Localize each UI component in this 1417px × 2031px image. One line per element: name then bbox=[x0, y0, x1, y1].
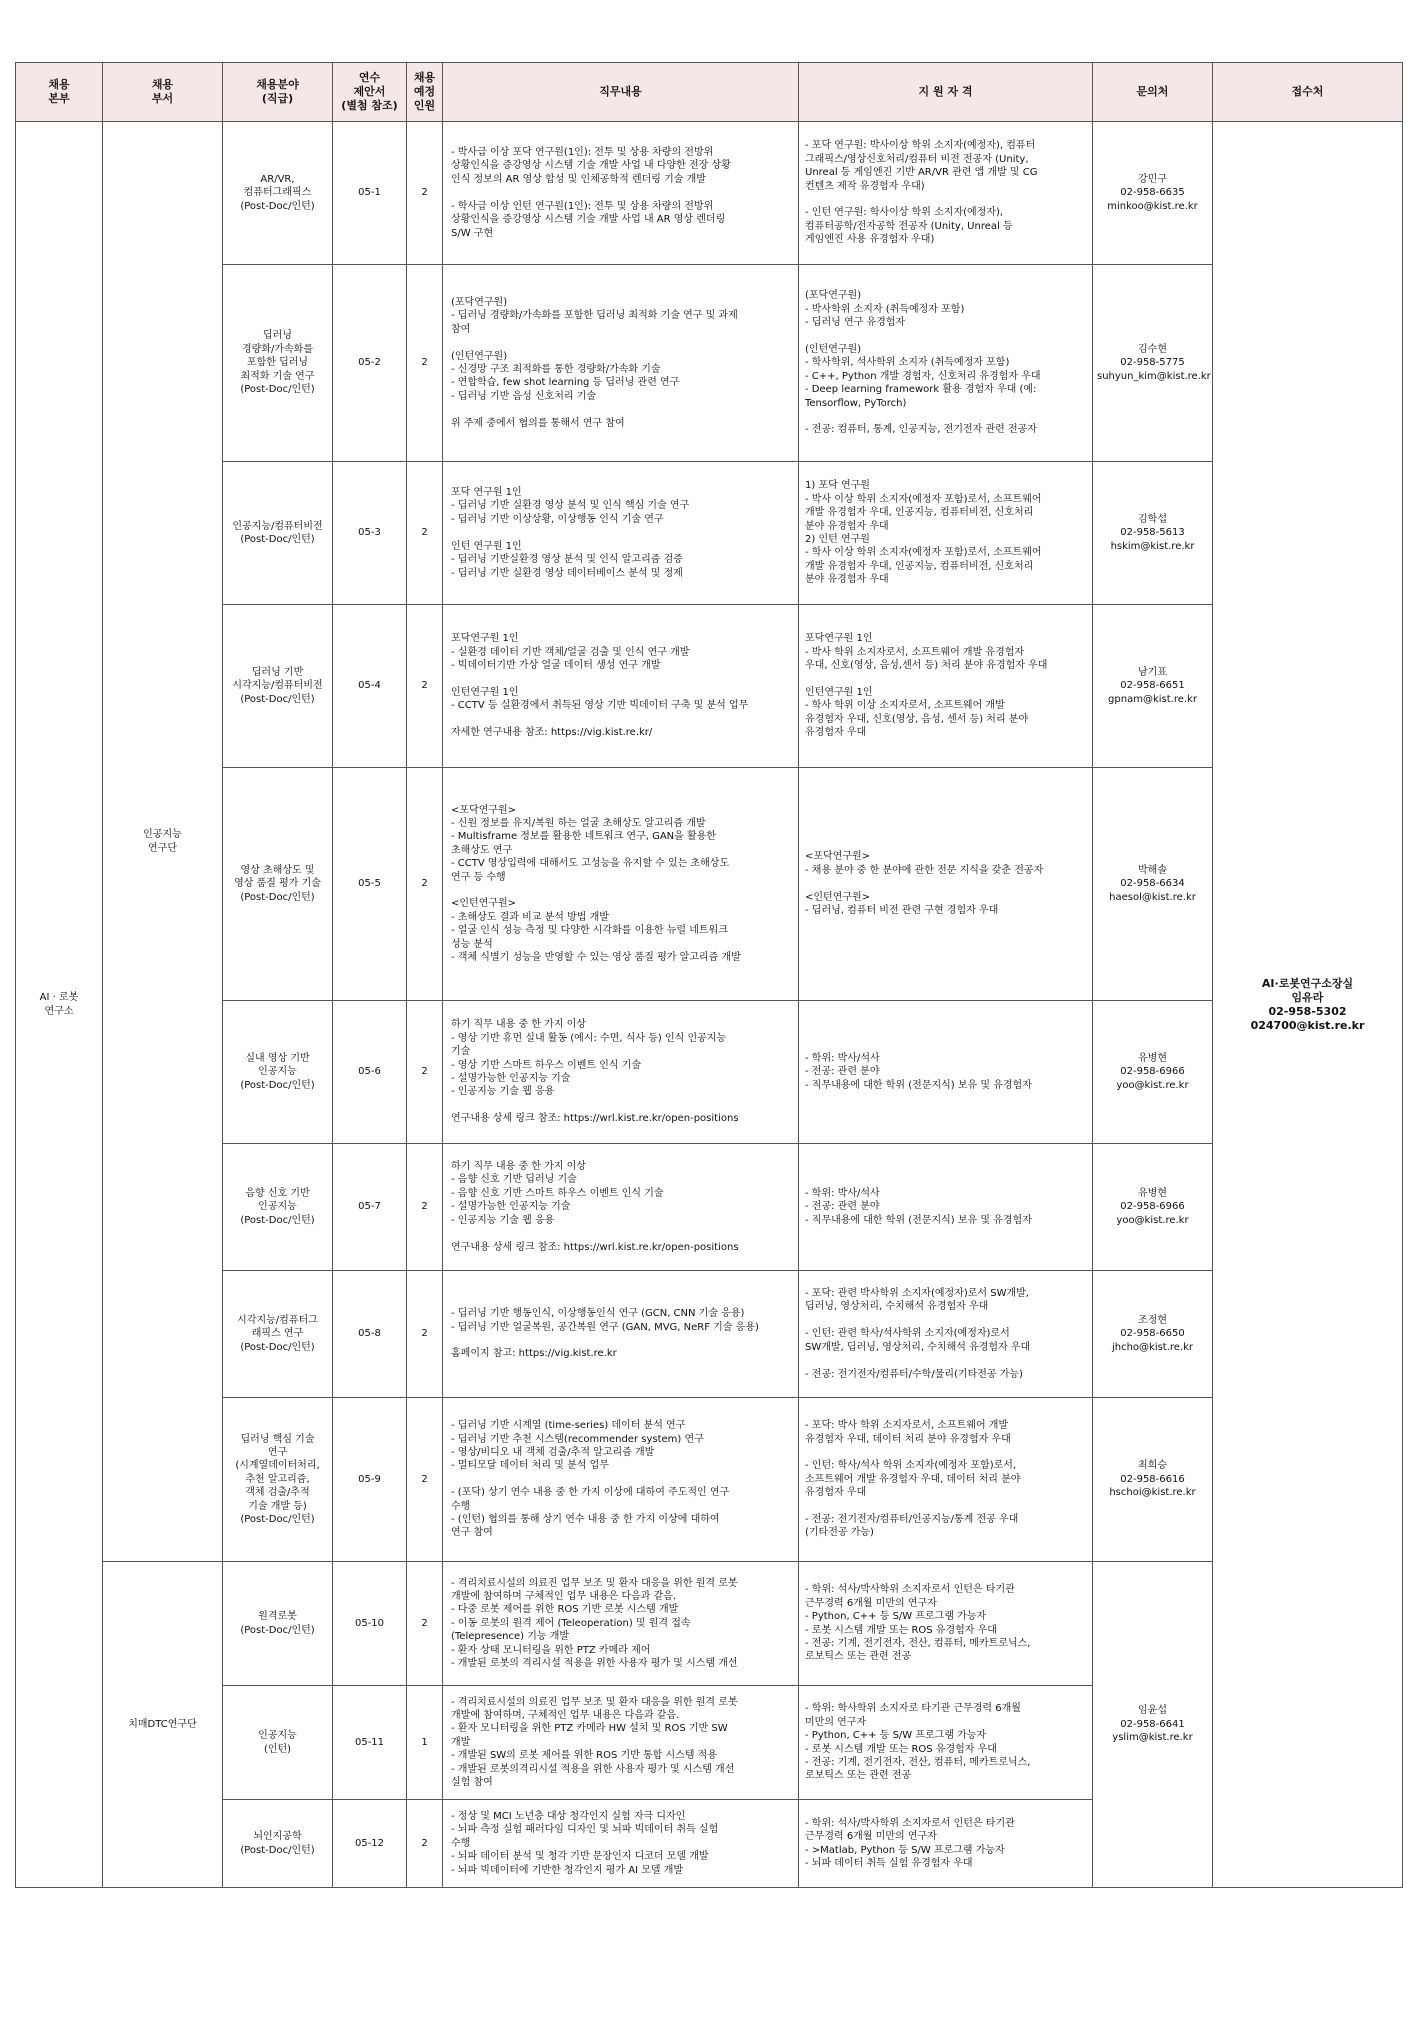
table-row bbox=[16, 1001, 1403, 1144]
hire-count: 2 bbox=[407, 122, 443, 265]
header-row bbox=[16, 63, 1403, 122]
field-cell: 원격로봇 (Post-Doc/인턴) bbox=[223, 1562, 333, 1686]
table-row bbox=[16, 1271, 1403, 1398]
duties-cell: - 격리치료시설의 의료진 업무 보조 및 환자 대응을 위한 원격 로봇 개발에 참여하며, 구체적인 업무 내용은 다음과 같음. - 환자 모니터링을 위한 PTZ 카메라 HW 설치 및 ROS 기반 SW 개발 - 개발된 SW의 로봇 제어를 위한 ROS 기반 통합 시스템 적용 - 개발된 로봇의격리시설 적용을 위한 사용자 평가 및 시스템 개선 실험 참여 bbox=[443, 1686, 799, 1800]
field-cell: 영상 초해상도 및 영상 품질 평가 기술 (Post-Doc/인턴) bbox=[223, 768, 333, 1001]
hire-count: 2 bbox=[407, 1800, 443, 1888]
contact-cell: 조정현 02-958-6650 jhcho@kist.re.kr bbox=[1093, 1271, 1213, 1398]
contact-cell: 유병현 02-958-6966 yoo@kist.re.kr bbox=[1093, 1001, 1213, 1144]
qualifications-cell: - 포닥 연구원: 박사이상 학위 소지자(예정자), 컴퓨터 그래픽스/영상신호처리/컴퓨터 비전 전공자 (Unity, Unreal 등 게임엔진 기반 AR/VR 관련 앱 개발 및 CG 컨텐츠 제작 유경험자 우대) - 인턴 연구원: 학사이상 학위 소지자(예정자), 컴퓨터공학/전자공학 전공자 (Unity, Unreal 등 게임엔진 사용 유경험자 우대) bbox=[799, 122, 1093, 265]
field-cell: 인공지능/컴퓨터비전 (Post-Doc/인턴) bbox=[223, 462, 333, 605]
hire-count: 2 bbox=[407, 605, 443, 768]
duties-cell: <포닥연구원> - 신원 정보를 유지/복원 하는 얼굴 초해상도 알고리즘 개발 - Multisframe 정보를 활용한 네트워크 연구, GAN을 활용한 초해상도 연구 - CCTV 영상입력에 대해서도 고성능을 유지할 수 있는 초해상도 연구 등 수행 <인턴연구원> - 초해상도 결과 비교 분석 방법 개발 - 얼굴 인식 성능 측정 및 다양한 시각화를 이용한 뉴럴 네트워크 성능 분석 - 객체 식별기 성능을 반영할 수 있는 영상 품질 평가 알고리즘 개발 bbox=[443, 768, 799, 1001]
proposal-code: 05-8 bbox=[333, 1271, 407, 1398]
field-cell: 뇌인지공학 (Post-Doc/인턴) bbox=[223, 1800, 333, 1888]
hire-count: 1 bbox=[407, 1686, 443, 1800]
field-cell: 음향 신호 기반 인공지능 (Post-Doc/인턴) bbox=[223, 1144, 333, 1271]
table-row bbox=[16, 1398, 1403, 1562]
dept-cell-ai: 인공지능 연구단 bbox=[103, 122, 223, 1562]
hire-count: 2 bbox=[407, 1562, 443, 1686]
header-hq: 채용 본부 bbox=[16, 63, 103, 122]
duties-cell: 포닥연구원 1인 - 실환경 데이터 기반 객체/얼굴 검출 및 인식 연구 개발 - 빅데이터기반 가상 얼굴 데이터 생성 연구 개발 인턴연구원 1인 - CCTV 등 실환경에서 취득된 영상 기반 빅데이터 구축 및 분석 업무 자세한 연구내용 참조: https://vig.kist.re.kr/ bbox=[443, 605, 799, 768]
hire-count: 2 bbox=[407, 1001, 443, 1144]
field-cell: 딥러닝 경량화/가속화를 포함한 딥러닝 최적화 기술 연구 (Post-Doc/인턴) bbox=[223, 265, 333, 462]
table-row bbox=[16, 1144, 1403, 1271]
qualifications-cell: - 학위: 석사/박사학위 소지자로서 인턴은 타기관 근무경력 6개월 미만의 연구자 - Python, C++ 등 S/W 프로그램 가능자 - 로봇 시스템 개발 또는 ROS 유경험자 우대 - 전공: 기계, 전기전자, 전산, 컴퓨터, 메카트로닉스, 로보틱스 또는 관련 전공 bbox=[799, 1562, 1093, 1686]
receiver-cell: AI·로봇연구소장실 임유라 02-958-5302 024700@kist.re.kr bbox=[1213, 122, 1403, 1888]
duties-cell: - 박사급 이상 포닥 연구원(1인): 전투 및 상용 차량의 전방위 상황인식을 증강영상 시스템 기술 개발 사업 내 다양한 전장 상황 인식 정보의 AR 영상 합성 및 인체공학적 렌더링 기술 개발 - 학사급 이상 인턴 연구원(1인): 전투 및 상용 차량의 전방위 상황인식을 증강영상 시스템 기술 개발 사업 내 AR 영상 렌더링 S/W 구현 bbox=[443, 122, 799, 265]
header-proposal: 연수 제안서 (별첨 참조) bbox=[333, 63, 407, 122]
qualifications-cell: - 학위: 박사/석사 - 전공: 관련 분야 - 직무내용에 대한 학위 (전문지식) 보유 및 유경험자 bbox=[799, 1001, 1093, 1144]
header-qualifications: 지 원 자 격 bbox=[799, 63, 1093, 122]
header-dept: 채용 부서 bbox=[103, 63, 223, 122]
hire-count: 2 bbox=[407, 1144, 443, 1271]
hire-count: 2 bbox=[407, 462, 443, 605]
duties-cell: - 딥러닝 기반 시계열 (time-series) 데이터 분석 연구 - 딥러닝 기반 추천 시스템(recommender system) 연구 - 영상/비디오 내 객체 검출/추적 알고리즘 개발 - 멀티모달 데이터 처리 및 분석 업무 - (포닥) 상기 연수 내용 중 한 가지 이상에 대하여 주도적인 연구 수행 - (인턴) 협의를 통해 상기 연수 내용 중 한 가지 이상에 대하여 연구 참여 bbox=[443, 1398, 799, 1562]
header-duties: 직무내용 bbox=[443, 63, 799, 122]
duties-cell: 포닥 연구원 1인 - 딥러닝 기반 실환경 영상 분석 및 인식 핵심 기술 연구 - 딥러닝 기반 이상상황, 이상행동 인식 기술 연구 인턴 연구원 1인 - 딥러닝 기반실환경 영상 분석 및 인식 알고리즘 검증 - 딥러닝 기반 실환경 영상 데이터베이스 분석 및 정제 bbox=[443, 462, 799, 605]
table-row bbox=[16, 462, 1403, 605]
contact-cell: 김학섭 02-958-5613 hskim@kist.re.kr bbox=[1093, 462, 1213, 605]
contact-cell: 박해솔 02-958-6634 haesol@kist.re.kr bbox=[1093, 768, 1213, 1001]
header-contact: 문의처 bbox=[1093, 63, 1213, 122]
proposal-code: 05-12 bbox=[333, 1800, 407, 1888]
hire-count: 2 bbox=[407, 1398, 443, 1562]
proposal-code: 05-10 bbox=[333, 1562, 407, 1686]
table-row bbox=[16, 768, 1403, 1001]
qualifications-cell: <포닥연구원> - 채용 분야 중 한 분야에 관한 전문 지식을 갖춘 전공자 <인턴연구원> - 딥러닝, 컴퓨터 비전 관련 구현 경험자 우대 bbox=[799, 768, 1093, 1001]
proposal-code: 05-1 bbox=[333, 122, 407, 265]
proposal-code: 05-9 bbox=[333, 1398, 407, 1562]
qualifications-cell: - 포닥: 관련 박사학위 소지자(예정자)로서 SW개발, 딥러닝, 영상처리, 수치해석 유경험자 우대 - 인턴: 관련 학사/석사학위 소지자(예정자)로서 SW개발, 딥러닝, 영상처리, 수치해석 유경험자 우대 - 전공: 전기전자/컴퓨터/수학/물리(기타전공 가능) bbox=[799, 1271, 1093, 1398]
header-receiver: 접수처 bbox=[1213, 63, 1403, 122]
proposal-code: 05-7 bbox=[333, 1144, 407, 1271]
duties-cell: - 격리치료시설의 의료진 업무 보조 및 환자 대응을 위한 원격 로봇 개발에 참여하며 구체적인 업무 내용은 다음과 같음. - 다중 로봇 제어를 위한 ROS 기반 로봇 시스템 개발 - 이동 로봇의 원격 제어 (Teleoperation) 및 원격 접속 (Telepresence) 기능 개발 - 환자 상태 모니터링을 위한 PTZ 카메라 제어 - 개발된 로봇의 격리시설 적용을 위한 사용자 평가 및 시스템 개선 bbox=[443, 1562, 799, 1686]
proposal-code: 05-6 bbox=[333, 1001, 407, 1144]
field-cell: 인공지능 (인턴) bbox=[223, 1686, 333, 1800]
field-cell: 시각지능/컴퓨터그 래픽스 연구 (Post-Doc/인턴) bbox=[223, 1271, 333, 1398]
field-cell: AR/VR, 컴퓨터그래픽스 (Post-Doc/인턴) bbox=[223, 122, 333, 265]
field-cell: 딥러닝 핵심 기술 연구 (시계열데이터처리, 추천 알고리즘, 객체 검출/추적 기술 개발 등) (Post-Doc/인턴) bbox=[223, 1398, 333, 1562]
contact-cell: 김수현 02-958-5775 suhyun_kim@kist.re.kr bbox=[1093, 265, 1213, 462]
table-row bbox=[16, 265, 1403, 462]
table-row bbox=[16, 605, 1403, 768]
qualifications-cell: 1) 포닥 연구원 - 박사 이상 학위 소지자(예정자 포함)로서, 소프트웨어 개발 유경험자 우대, 인공지능, 컴퓨터비전, 신호처리 분야 유경험자 우대 2) 인턴 연구원 - 학사 이상 학위 소지자(예정자 포함)로서, 소프트웨어 개발 유경험자 우대, 인공지능, 컴퓨터비전, 신호처리 분야 유경험자 우대 bbox=[799, 462, 1093, 605]
qualifications-cell: 포닥연구원 1인 - 박사 학위 소지자로서, 소프트웨어 개발 유경험자 우대, 신호(영상, 음성,센서 등) 처리 분야 유경험자 우대 인턴연구원 1인 - 학사 학위 이상 소지자로서, 소프트웨어 개발 유경험자 우대, 신호(영상, 음성, 센서 등) 처리 분야 유경험자 우대 bbox=[799, 605, 1093, 768]
hire-count: 2 bbox=[407, 768, 443, 1001]
proposal-code: 05-2 bbox=[333, 265, 407, 462]
hire-count: 2 bbox=[407, 1271, 443, 1398]
proposal-code: 05-3 bbox=[333, 462, 407, 605]
contact-cell: 최희승 02-958-6616 hschoi@kist.re.kr bbox=[1093, 1398, 1213, 1562]
duties-cell: (포닥연구원) - 딥러닝 경량화/가속화를 포함한 딥러닝 최적화 기술 연구 및 과제 참여 (인턴연구원) - 신경망 구조 최적화를 통한 경량화/가속화 기술 - 연합학습, few shot learning 등 딥러닝 관련 연구 - 딥러닝 기반 음성 신호처리 기술 위 주제 중에서 협의를 통해서 연구 참여 bbox=[443, 265, 799, 462]
proposal-code: 05-5 bbox=[333, 768, 407, 1001]
duties-cell: 하기 직무 내용 중 한 가지 이상 - 음향 신호 기반 딥러닝 기술 - 음향 신호 기반 스마트 하우스 이벤트 인식 기술 - 설명가능한 인공지능 기술 - 인공지능 기술 웹 응용 연구내용 상세 링크 참조: https://wrl.kist.re.kr/open-positions bbox=[443, 1144, 799, 1271]
qualifications-cell: - 학위: 학사학위 소지자로 타기관 근무경력 6개월 미만의 연구자 - Python, C++ 등 S/W 프로그램 가능자 - 로봇 시스템 개발 또는 ROS 유경험자 우대 - 전공: 기계, 전기전자, 전산, 컴퓨터, 메카트로닉스, 로보틱스 또는 관련 전공 bbox=[799, 1686, 1093, 1800]
header-field: 채용분야 (직급) bbox=[223, 63, 333, 122]
duties-cell: - 정상 및 MCI 노년층 대상 청각인지 실험 자극 디자인 - 뇌파 측정 실험 패러다임 디자인 및 뇌파 빅데이터 취득 실험 수행 - 뇌파 데이터 분석 및 청각 기반 문장인지 디코더 모델 개발 - 뇌파 빅데이터에 기반한 청각인지 평가 AI 모델 개발 bbox=[443, 1800, 799, 1888]
qualifications-cell: - 학위: 석사/박사학위 소지자로서 인턴은 타기관 근무경력 6개월 미만의 연구자 - >Matlab, Python 등 S/W 프로그램 가능자 - 뇌파 데이터 취득 실험 유경험자 우대 bbox=[799, 1800, 1093, 1888]
field-cell: 실내 영상 기반 인공지능 (Post-Doc/인턴) bbox=[223, 1001, 333, 1144]
field-cell: 딥러닝 기반 시각지능/컴퓨터비전 (Post-Doc/인턴) bbox=[223, 605, 333, 768]
recruitment-table bbox=[15, 62, 1403, 1888]
table-row bbox=[16, 1562, 1403, 1686]
qualifications-cell: - 포닥: 박사 학위 소지자로서, 소프트웨어 개발 유경험자 우대, 데이터 처리 분야 유경험자 우대 - 인턴: 학사/석사 학위 소지자(예정자 포함)로서, 소프트웨어 개발 유경험자 우대, 데이터 처리 분야 유경험자 우대 - 전공: 전기전자/컴퓨터/인공지능/통계 전공 우대 (기타전공 가능) bbox=[799, 1398, 1093, 1562]
hire-count: 2 bbox=[407, 265, 443, 462]
proposal-code: 05-4 bbox=[333, 605, 407, 768]
duties-cell: 하기 직무 내용 중 한 가지 이상 - 영상 기반 휴먼 실내 활동 (예시: 수면, 식사 등) 인식 인공지능 기술 - 영상 기반 스마트 하우스 이벤트 인식 기술 - 설명가능한 인공지능 기술 - 인공지능 기술 웹 응용 연구내용 상세 링크 참조: https://wrl.kist.re.kr/open-positions bbox=[443, 1001, 799, 1144]
contact-cell: 유병현 02-958-6966 yoo@kist.re.kr bbox=[1093, 1144, 1213, 1271]
proposal-code: 05-11 bbox=[333, 1686, 407, 1800]
contact-cell: 강민구 02-958-6635 minkoo@kist.re.kr bbox=[1093, 122, 1213, 265]
hq-cell: AI · 로봇 연구소 bbox=[16, 122, 103, 1888]
contact-cell: 남기표 02-958-6651 gpnam@kist.re.kr bbox=[1093, 605, 1213, 768]
header-count: 채용 예정 인원 bbox=[407, 63, 443, 122]
qualifications-cell: - 학위: 박사/석사 - 전공: 관련 분야 - 직무내용에 대한 학위 (전문지식) 보유 및 유경험자 bbox=[799, 1144, 1093, 1271]
qualifications-cell: (포닥연구원) - 박사학위 소지자 (취득예정자 포함) - 딥러닝 연구 유경험자 (인턴연구원) - 학사학위, 석사학위 소지자 (취득예정자 포함) - C++, Python 개발 경험자, 신호처리 유경험자 우대 - Deep learning framework 활용 경험자 우대 (예: Tensorflow, PyTorch) - 전공: 컴퓨터, 통계, 인공지능, 전기전자 관련 전공자 bbox=[799, 265, 1093, 462]
dept-cell-dementia-dtc: 치매DTC연구단 bbox=[103, 1562, 223, 1888]
duties-cell: - 딥러닝 기반 행동인식, 이상행동인식 연구 (GCN, CNN 기술 응용) - 딥러닝 기반 얼굴복원, 공간복원 연구 (GAN, MVG, NeRF 기술 응용) 홈페이지 참고: https://vig.kist.re.kr bbox=[443, 1271, 799, 1398]
contact-cell: 임윤섭 02-958-6641 yslim@kist.re.kr bbox=[1093, 1562, 1213, 1888]
table-row bbox=[16, 122, 1403, 265]
